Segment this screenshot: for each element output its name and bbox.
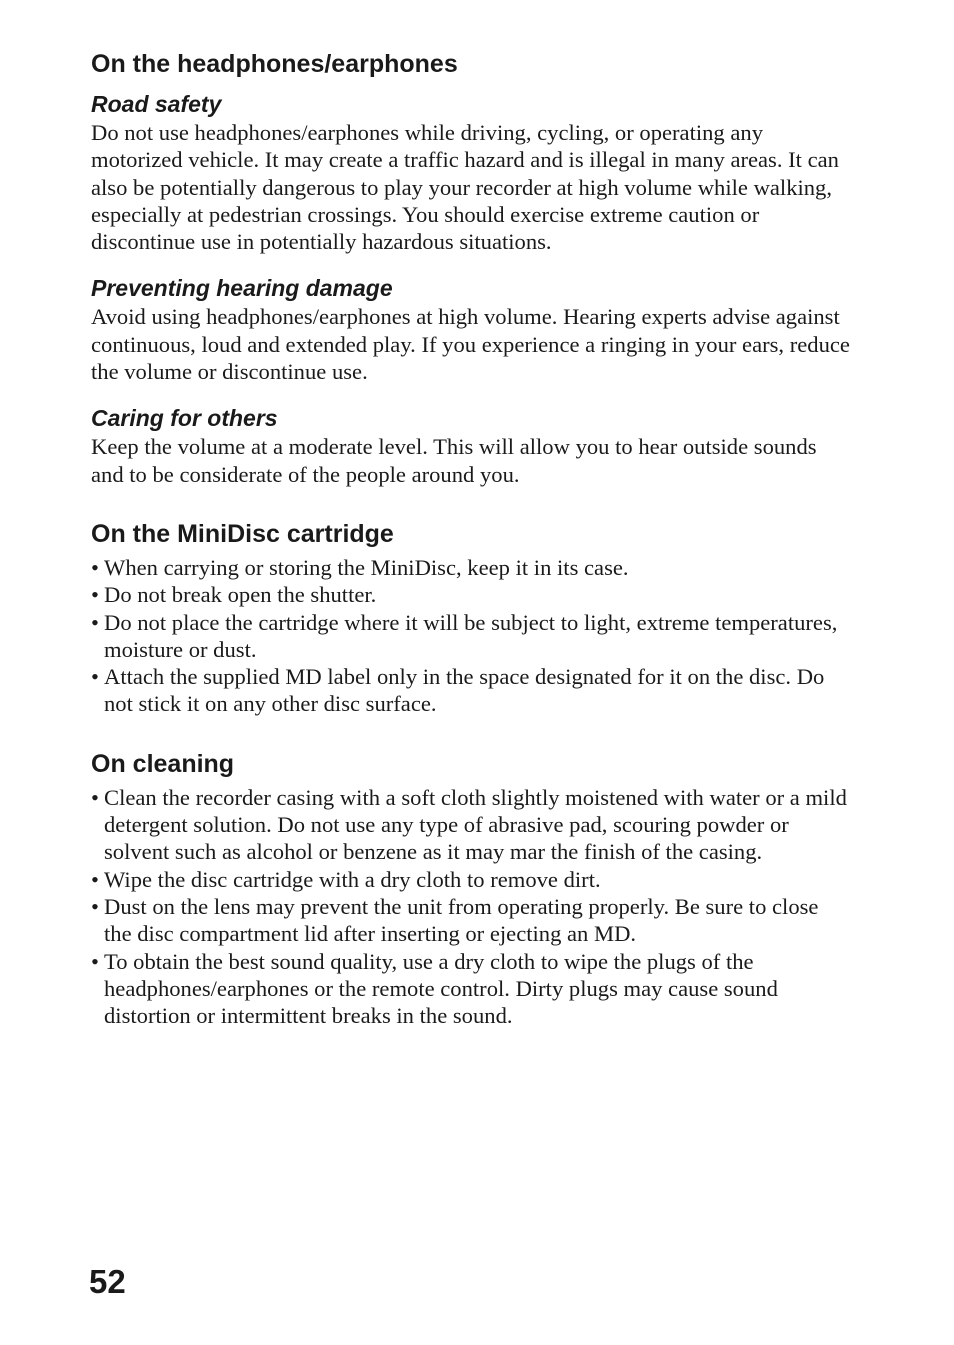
list-item: • Attach the supplied MD label only in the space designated for it on the disc. Do not stick it on any other disc surface. [91,664,825,717]
cleaning-list [91,784,851,1030]
road-safety-text: Do not use headphones/earphones while driving, cycling, or operating any motorized vehicle. It may create a traffic hazard and is illegal in many areas. It can also be potentially dangerous to play your recorder at high volume while walking, especially at pedestrian crossings. You should exercise extreme caution or discontinue use in potentially hazardous situations. [91,120,839,255]
list-item: • When carrying or storing the MiniDisc, keep it in its case. [91,554,629,580]
page-content [91,48,851,1029]
section-title-cleaning: On cleaning [91,749,235,778]
minidisc-list [91,554,851,718]
list-item: • Dust on the lens may prevent the unit from operating properly. Be sure to close the disc compartment lid after inserting or ejecting an MD. [91,893,819,947]
bullet-icon: • [91,554,99,580]
section-title-headphones: On the headphones/earphones [91,50,458,78]
hearing-damage-text: Avoid using headphones/earphones at high volume. Hearing experts advise against continuous, loud and extended play. If you experience a ringing in your ears, reduce the volume or discontinue use. [91,304,850,385]
caring-for-others-text: Keep the volume at a moderate level. This will allow you to hear outside sounds and to be considerate of the people around you. [91,434,817,487]
list-item: • To obtain the best sound quality, use a dry cloth to wipe the plugs of the headphones/earphones or the remote control. Dirty plugs may cause sound distortion or intermittent breaks in the sound. [91,948,778,1029]
bullet-icon: • [91,609,99,635]
list-item: • Wipe the disc cartridge with a dry cloth to remove dirt. [91,866,601,892]
section-title-minidisc: On the MiniDisc cartridge [91,519,394,548]
list-item: • Do not place the cartridge where it will be subject to light, extreme temperatures, moisture or dust. [91,609,838,662]
subsection-title-caring-for-others: Caring for others [91,405,278,432]
bullet-icon: • [91,664,99,690]
subsection-title-road-safety: Road safety [91,91,222,117]
list-item: • Clean the recorder casing with a soft cloth slightly moistened with water or a mild detergent solution. Do not use any type of abrasive pad, scouring powder or solvent such as alcohol or benzene as it may mar the finish of the casing. [91,784,847,865]
page-number: 52 [89,1263,126,1300]
bullet-icon: • [91,582,99,608]
bullet-icon: • [91,948,99,974]
subsection-title-hearing-damage: Preventing hearing damage [91,275,393,302]
bullet-icon: • [91,893,99,919]
list-item: • Do not break open the shutter. [91,582,377,608]
bullet-icon: • [91,784,99,810]
bullet-icon: • [91,866,99,892]
